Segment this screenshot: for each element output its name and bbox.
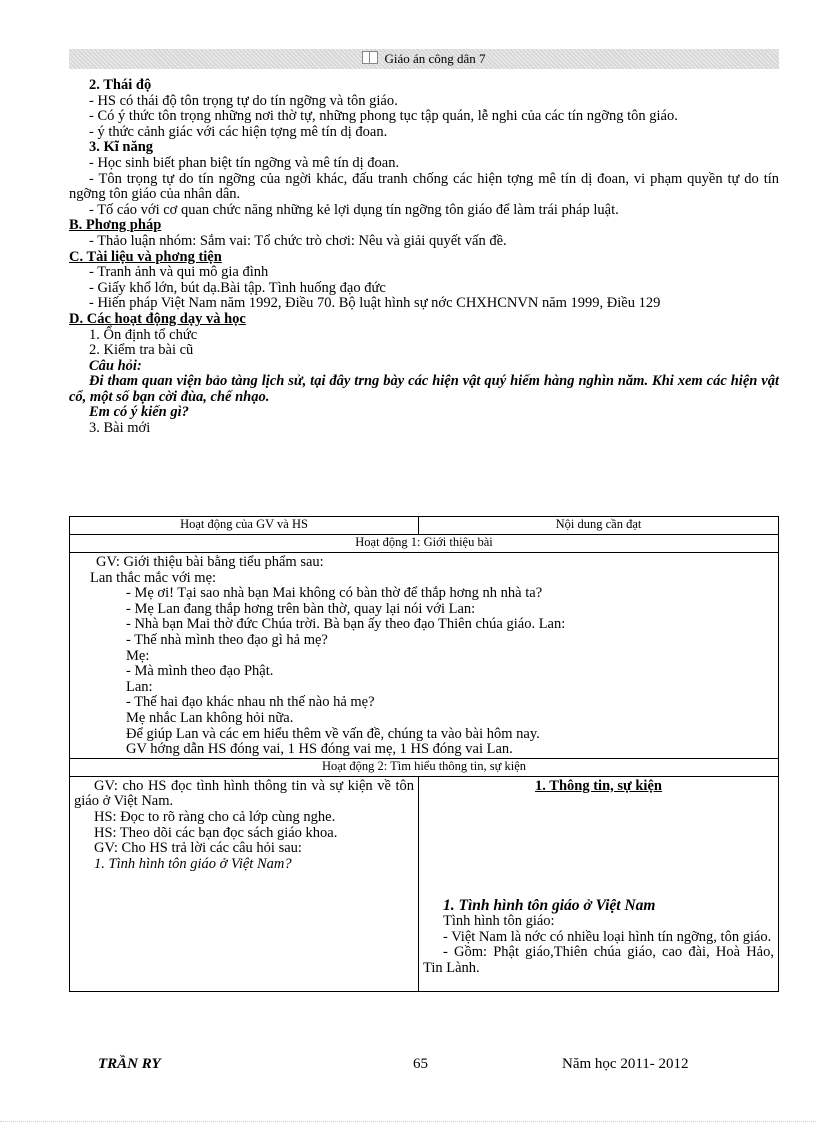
activity-1-line: GV hớng dẫn HS đóng vai, 1 HS đóng vai mẹ, 1 HS đóng vai Lan. (126, 741, 513, 758)
table-header-row (70, 517, 779, 535)
activity-2-row (70, 776, 779, 991)
activity-2-left-line: HS: Đọc to rõ ràng cho cả lớp cùng nghe. (94, 808, 336, 825)
activity-1-row (70, 553, 779, 759)
section-2-line: - HS có thái độ tôn trọng tự do tín ngỡng và tôn giáo. (89, 92, 398, 109)
section-d-line: 2. Kiểm tra bài cũ (89, 342, 194, 359)
right-line: - Gồm: Phật giáo,Thiên chúa giáo, cao đài, Hoà Hảo, Tin Lành. (423, 944, 774, 976)
activity-2-left-line: GV: cho HS đọc tình hình thông tin và sự kiện về tôn giáo ở Việt Nam. (74, 777, 414, 810)
activity-1-line: Để giúp Lan và các em hiểu thêm về vấn đề, chúng ta vào bài hôm nay. (126, 725, 540, 742)
activity-2-left-question: 1. Tình hình tôn giáo ở Việt Nam? (94, 855, 292, 872)
lesson-content (69, 78, 779, 437)
activity-2-title-row (70, 758, 779, 776)
activity-1-line: - Mẹ ơi! Tại sao nhà bạn Mai không có bàn thờ để thắp hơng nh nhà ta? (126, 585, 543, 602)
header-bar (69, 49, 779, 69)
section-2-heading: 2. Thái độ (89, 77, 152, 93)
activity-1-line: Lan: (126, 678, 153, 695)
section-d-line: 1. Ổn định tổ chức (89, 326, 198, 343)
right-heading: 1. Thông tin, sự kiện (535, 777, 662, 794)
right-line: Tình hình tôn giáo: (443, 912, 555, 929)
activity-1-title-row (70, 535, 779, 553)
activity-1-line: - Mẹ Lan đang thắp hơng trên bàn thờ, quay lại nói với Lan: (126, 600, 476, 617)
activity-1-line: Mẹ nhắc Lan không hỏi nữa. (126, 709, 294, 726)
section-c-heading: C. Tài liệu và phơng tiện (69, 248, 222, 265)
section-b-heading: B. Phơng pháp (69, 217, 162, 234)
activity-2-left-cell (70, 776, 419, 991)
section-d-heading: D. Các hoạt động dạy và học (69, 310, 246, 327)
question-end: Em có ý kiến gì? (89, 404, 189, 421)
section-b-line: - Thảo luận nhóm: Sắm vai: Tổ chức trò chơi: Nêu và giải quyết vấn đề. (89, 232, 507, 249)
footer-author: TRẦN RY (98, 1056, 161, 1072)
col2-header: Nội dung cần đạt (419, 517, 779, 535)
activity-1-line: GV: Giới thiệu bài bằng tiểu phẩm sau: (96, 554, 324, 570)
activity-1-line: - Nhà bạn Mai thờ đức Chúa trời. Bà bạn ấy theo đạo Thiên chúa giáo. Lan: (126, 616, 566, 633)
section-3-line: - Tôn trọng tự do tín ngỡng của ngời khác, đấu tranh chống các hiện tợng mê tín dị đoan, vi phạm quyền tự do tín ngỡng tôn giáo của nhân dân. (69, 170, 779, 203)
activity-1-line: Lan thắc mắc với mẹ: (90, 569, 217, 586)
activity-2-title: Hoạt động 2: Tìm hiểu thông tin, sự kiện (70, 758, 779, 776)
right-line: - Việt Nam là nớc có nhiều loại hình tín ngỡng, tôn giáo. (443, 928, 772, 945)
activity-table (69, 516, 779, 992)
activity-2-left-line: HS: Theo dõi các bạn đọc sách giáo khoa. (94, 824, 338, 841)
section-2-line: - ý thức cảnh giác với các hiện tợng mê tín dị đoan. (89, 123, 388, 140)
section-3-line: - Học sinh biết phan biệt tín ngỡng và mê tín dị đoan. (89, 154, 400, 171)
footer-school-year: Năm học 2011- 2012 (562, 1056, 689, 1072)
new-lesson-label: 3. Bài mới (89, 420, 151, 437)
header-title: Giáo án công dân 7 (384, 51, 486, 66)
activity-1-line: Mẹ: (126, 647, 150, 664)
question-text: Đi tham quan viện bảo tàng lịch sử, tại đây trng bày các hiện vật quý hiếm hàng nghìn năm. Khi xem các hiện vật cổ, một số bạn cời đùa, chế nhạo. (69, 373, 779, 405)
section-c-line: - Tranh ảnh và qui mô gia đình (89, 264, 269, 281)
page-bottom-rule (0, 1121, 816, 1122)
activity-1-line: - Mà mình theo đạo Phật. (126, 663, 274, 680)
section-3-heading: 3. Kĩ năng (89, 139, 154, 156)
section-2-line: - Có ý thức tôn trọng những nơi thờ tự, những phong tục tập quán, lễ nghi của các tín ngỡng tôn giáo. (89, 108, 678, 125)
activity-1-title: Hoạt động 1: Giới thiệu bài (70, 535, 779, 553)
right-spacer (423, 794, 774, 898)
book-icon (362, 51, 378, 64)
activity-1-body (70, 553, 779, 759)
activity-1-line: - Thế hai đạo khác nhau nh thế nào hả mẹ? (126, 694, 375, 711)
activity-1-line: - Thế nhà mình theo đạo gì hả mẹ? (126, 631, 328, 648)
section-3-line: - Tố cáo với cơ quan chức năng những kẻ lợi dụng tín ngỡng tôn giáo để làm trái pháp luật. (89, 201, 619, 218)
activity-2-left-line: GV: Cho HS trả lời các câu hỏi sau: (94, 840, 302, 857)
activity-2-right-cell (419, 776, 779, 991)
right-subheading: 1. Tình hình tôn giáo ở Việt Nam (443, 897, 656, 915)
section-c-line: - Giấy khổ lớn, bút dạ.Bài tập. Tình huống đạo đức (89, 279, 386, 296)
footer-page-number: 65 (413, 1056, 428, 1072)
col1-header: Hoạt động của GV và HS (70, 517, 419, 535)
question-label: Câu hỏi: (89, 357, 142, 374)
section-c-line: - Hiến pháp Việt Nam năm 1992, Điều 70. Bộ luật hình sự nớc CHXHCNVN năm 1999, Điều 129 (89, 295, 661, 312)
